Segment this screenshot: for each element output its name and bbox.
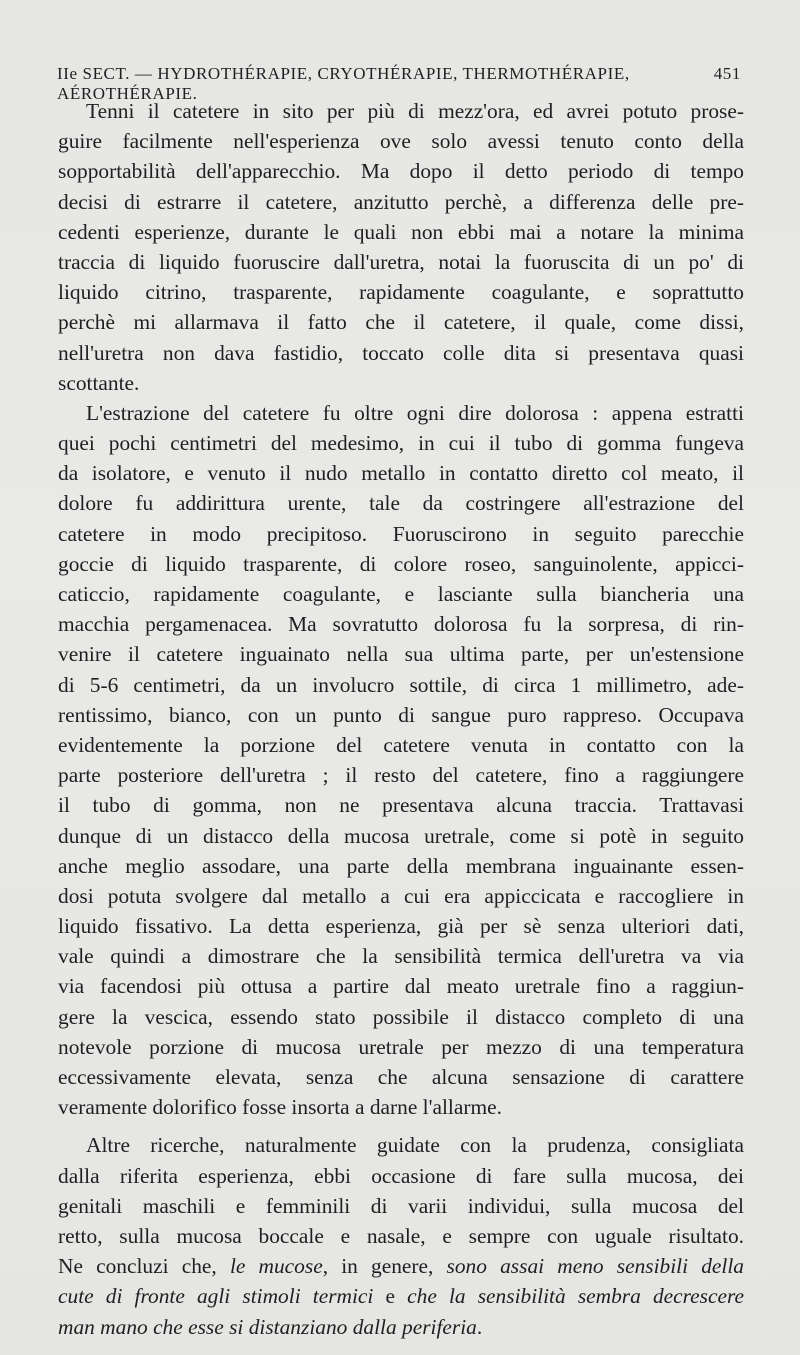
- text-line: cedenti esperienze, durante le quali non ebbi mai a notare la minima: [58, 219, 744, 244]
- text-line: dalla riferita esperienza, ebbi occasione di fare sulla mucosa, dei: [58, 1163, 744, 1188]
- text-line: caticcio, rapidamente coagulante, e lasciante sulla biancheria una: [58, 582, 744, 606]
- text-line: rentissimo, bianco, con un punto di sangue puro rappreso. Occupava: [58, 702, 744, 727]
- text-line: L'estrazione del catetere fu oltre ogni dire dolorosa : appena estratti: [86, 400, 744, 425]
- text-line: gere la vescica, essendo stato possibile il distacco completo di una: [58, 1004, 744, 1029]
- text-line: via facendosi più ottusa a partire dal meato uretrale fino a raggiun-: [58, 974, 744, 999]
- text-line: dolore fu addirittura urente, tale da costringere all'estrazione del: [58, 491, 744, 516]
- text-line: dosi potuta svolgere dal metallo a cui era appiccicata e raccogliere in: [58, 883, 744, 908]
- text-line: catetere in modo precipitoso. Fuoruscirono in seguito parecchie: [58, 521, 744, 546]
- text-line: macchia pergamenacea. Ma sovratutto dolorosa fu la sorpresa, di rin-: [58, 612, 744, 637]
- roman-text: , in genere,: [322, 1254, 447, 1279]
- text-line: da isolatore, e venuto il nudo metallo in contatto diretto col meato, il: [58, 461, 744, 486]
- paragraph-2: [58, 398, 744, 1123]
- text-line: Altre ricerche, naturalmente guidate con la prudenza, consigliata: [86, 1133, 744, 1158]
- text-line: goccie di liquido trasparente, di colore roseo, sanguinolente, appicci-: [58, 551, 744, 576]
- text-line: Tenni il catetere in sito per più di mezz'ora, ed avrei potuto prose-: [86, 99, 744, 123]
- body-text: [58, 96, 744, 1342]
- text-line: nell'uretra non dava fastidio, toccato colle dita si presentava quasi: [58, 340, 744, 365]
- text-line: evidentemente la porzione del catetere venuta in contatto con la: [58, 732, 744, 757]
- text-line: venire il catetere inguainato nella sua ultima parte, per un'estensione: [58, 642, 744, 667]
- text-line: notevole porzione di mucosa uretrale per mezzo di una temperatura: [58, 1034, 744, 1059]
- text-line: traccia di liquido fuoruscire dall'uretra, notai la fuoruscita di un po' di: [58, 249, 744, 274]
- text-line: guire facilmente nell'esperienza ove solo avessi tenuto conto della: [58, 129, 744, 154]
- text-line: liquido citrino, trasparente, rapidamente coagulante, e soprattutto: [58, 280, 744, 305]
- roman-text: e: [373, 1284, 408, 1309]
- italic-text: man mano che esse si distanziano dalla periferia: [58, 1314, 477, 1339]
- text-line: parte posteriore dell'uretra ; il resto del catetere, fino a raggiungere: [58, 763, 744, 788]
- text-line: eccessivamente elevata, senza che alcuna sensazione di carattere: [58, 1065, 744, 1089]
- text-line-mixed: [58, 1281, 744, 1311]
- roman-text: .: [476, 1314, 483, 1339]
- text-line: dunque di un distacco della mucosa uretrale, come si potè in seguito: [58, 823, 744, 848]
- text-line: liquido fissativo. La detta esperienza, già per sè senza ulteriori dati,: [58, 914, 744, 939]
- text-line: genitali maschili e femminili di varii individui, sulla mucosa del: [58, 1193, 744, 1218]
- text-line: scottante.: [58, 370, 140, 395]
- italic-text: che la sensibilità sembra decrescere: [407, 1284, 744, 1309]
- text-line: il tubo di gomma, non ne presentava alcuna traccia. Trattavasi: [58, 793, 744, 818]
- text-line: anche meglio assodare, una parte della membrana inguainante essen-: [58, 853, 744, 878]
- text-line: vale quindi a dimostrare che la sensibilità termica dell'uretra va via: [58, 944, 744, 969]
- text-line-mixed: [58, 1251, 744, 1281]
- text-line: quei pochi centimetri del medesimo, in cui il tubo di gomma fungeva: [58, 431, 744, 456]
- page-number: 451: [713, 64, 741, 83]
- text-line: di 5-6 centimetri, da un involucro sottile, di circa 1 millimetro, ade-: [58, 672, 744, 697]
- text-line: perchè mi allarmava il fatto che il catetere, il quale, come dissi,: [58, 310, 744, 335]
- text-line-mixed: [58, 1312, 744, 1342]
- text-line: sopportabilità dell'apparecchio. Ma dopo il detto periodo di tempo: [58, 159, 744, 184]
- roman-text: Ne concluzi che,: [58, 1254, 230, 1279]
- paragraph-1: [58, 96, 744, 398]
- italic-text: sono assai meno sensibili della: [446, 1254, 744, 1279]
- italic-text: le mucose: [229, 1254, 323, 1279]
- italic-text: cute di fronte agli stimoli termici: [58, 1284, 374, 1309]
- text-line: decisi di estrarre il catetere, anzitutto perchè, a differenza delle pre-: [58, 189, 744, 214]
- paragraph-3: [58, 1130, 744, 1341]
- text-line: retto, sulla mucosa boccale e nasale, e sempre con uguale risultato.: [58, 1223, 744, 1248]
- section-title: IIe SECT. — HYDROTHÉRAPIE, CRYOTHÉRAPIE, THERMOTHÉRAPIE, AÉROTHÉRAPIE.: [57, 64, 630, 103]
- text-line: veramente dolorifico fosse insorta a darne l'allarme.: [58, 1095, 502, 1120]
